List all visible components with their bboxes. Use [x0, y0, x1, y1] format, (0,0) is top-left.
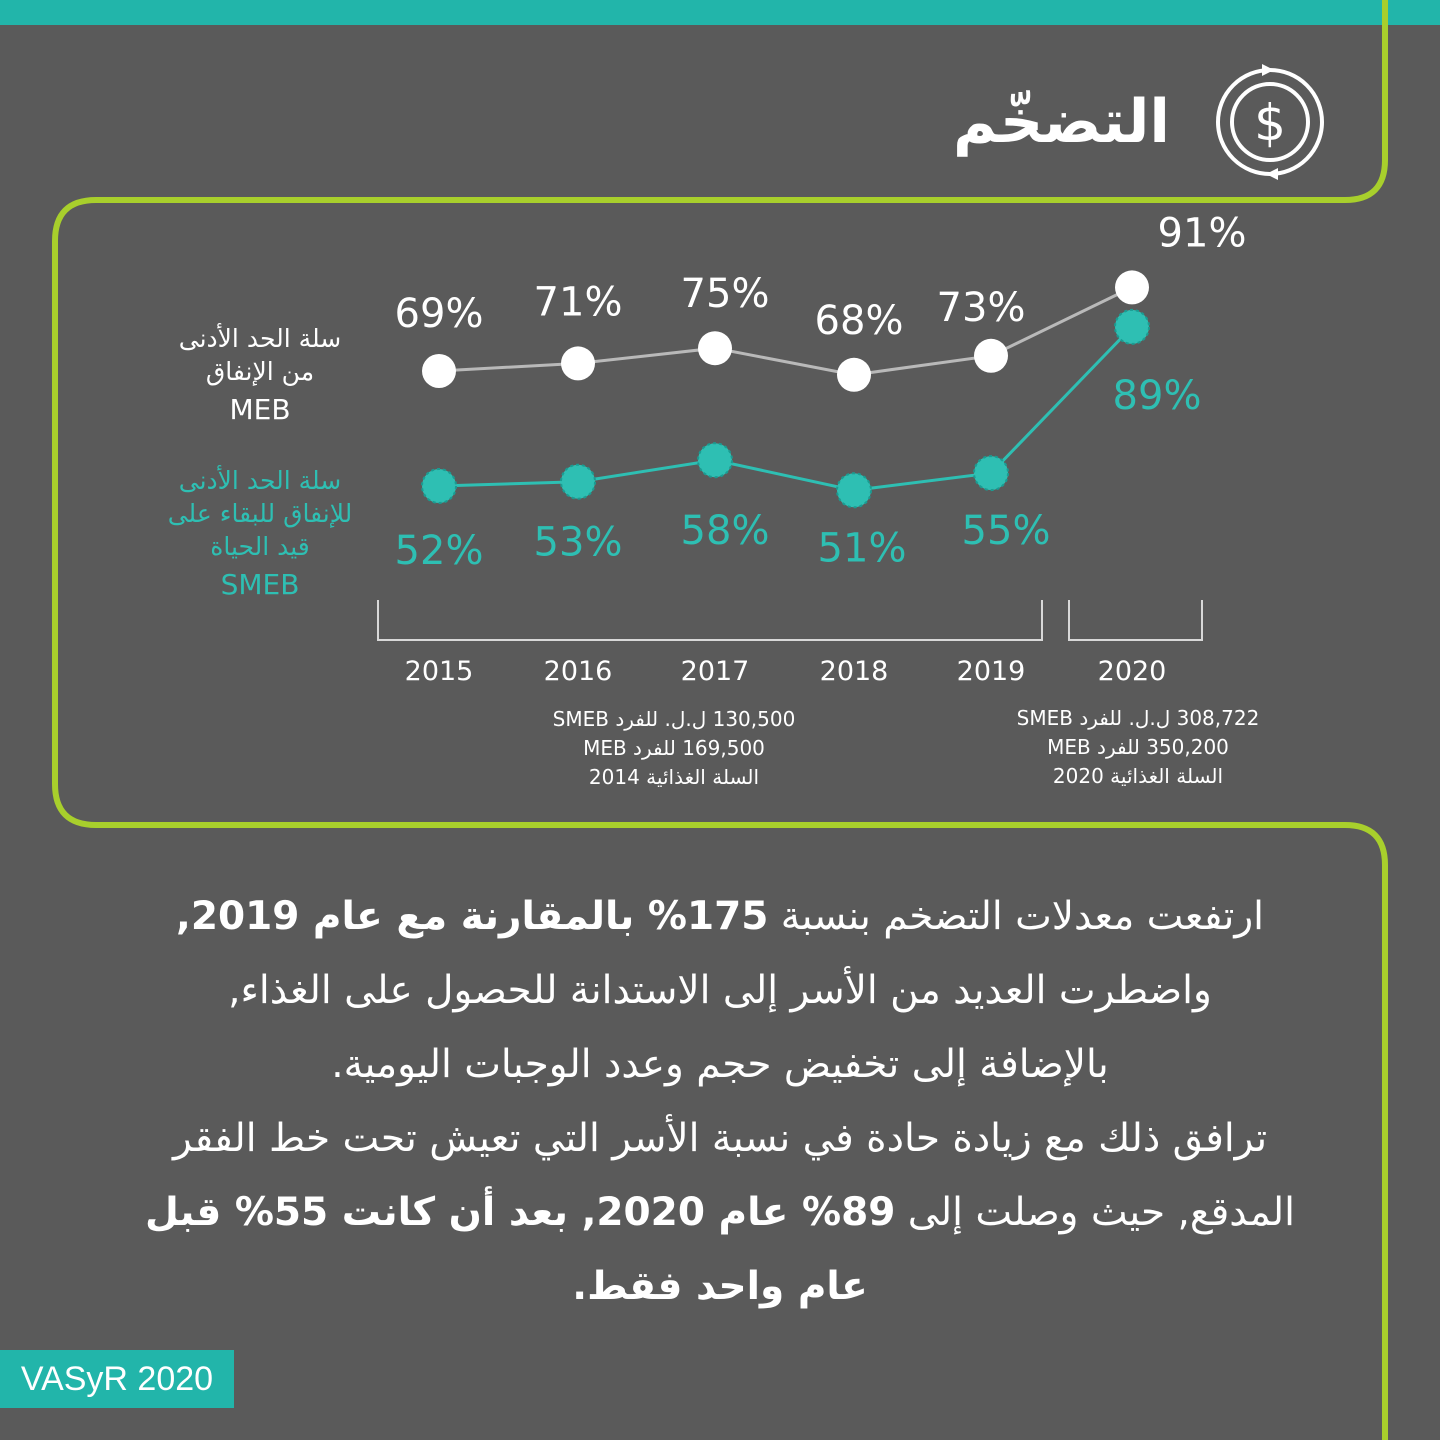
page-title: التضخّم	[952, 87, 1170, 157]
series-line-smeb	[439, 327, 1132, 490]
note-2014-meb: 169,500 للفرد MEB	[583, 736, 765, 760]
body-line-4: ترافق ذلك مع زيادة حادة في نسبة الأسر التي تعيش تحت خط الفقر	[172, 1116, 1268, 1161]
point-meb-2019	[974, 339, 1008, 373]
note-2014-basket: السلة الغذائية 2014	[588, 765, 760, 789]
data-label-meb-2015: 69%	[394, 291, 484, 337]
point-meb-2016	[561, 346, 595, 380]
body-line-5-bold: 89% عام 2020, بعد أن كانت 55% قبل	[144, 1190, 896, 1235]
note-2014-smeb: 130,500 ل.ل. للفرد SMEB	[552, 707, 796, 731]
point-smeb-2016	[561, 465, 595, 499]
point-smeb-2017	[698, 443, 732, 477]
legend-meb-label-2: من الإنفاق	[205, 357, 315, 386]
data-label-meb-2016: 71%	[533, 279, 623, 326]
body-line-5-text: المدقع, حيث وصلت إلى	[895, 1190, 1296, 1235]
legend-meb-label-1: سلة الحد الأدنى	[178, 324, 342, 353]
data-label-smeb-2015: 52%	[394, 528, 484, 574]
point-meb-2020	[1115, 270, 1149, 304]
data-label-smeb-2019: 55%	[961, 508, 1051, 555]
body-line-6	[40, 1250, 1400, 1324]
data-label-smeb-2020: 89%	[1112, 372, 1202, 419]
data-label-smeb-2017: 58%	[680, 508, 770, 555]
legend-smeb-code: SMEB	[220, 568, 300, 601]
note-2020-meb: 350,200 للفرد MEB	[1047, 735, 1229, 759]
point-meb-2015	[422, 354, 456, 388]
description-paragraph	[40, 880, 1400, 1324]
legend-smeb-label-3: قيد الحياة	[210, 532, 310, 561]
basket-note-2014	[504, 705, 844, 792]
basket-note-2020	[968, 704, 1308, 791]
data-label-smeb-2016: 53%	[533, 519, 623, 566]
point-smeb-2015	[422, 469, 456, 503]
data-label-meb-2019: 73%	[936, 284, 1026, 331]
x-tick-label-2020: 2020	[1097, 656, 1167, 687]
x-tick-label-2018: 2018	[819, 656, 889, 687]
x-tick-label-2017: 2017	[680, 656, 750, 687]
point-smeb-2020	[1115, 310, 1149, 344]
bracket-2015-2019	[378, 600, 1042, 640]
note-2020-basket: السلة الغذائية 2020	[1052, 764, 1224, 788]
body-line-5	[40, 1176, 1400, 1250]
note-2020-smeb: 308,722 ل.ل. للفرد SMEB	[1016, 706, 1260, 730]
x-tick-label-2015: 2015	[404, 656, 474, 687]
legend-meb-code: MEB	[229, 393, 291, 426]
x-tick-label-2016: 2016	[543, 656, 613, 687]
data-label-smeb-2018: 51%	[817, 525, 907, 572]
data-label-meb-2018: 68%	[814, 297, 904, 344]
point-smeb-2019	[974, 456, 1008, 490]
legend-smeb-label-2: للإنفاق للبقاء على	[167, 499, 353, 528]
legend-smeb-label-1: سلة الحد الأدنى	[178, 466, 342, 495]
point-meb-2017	[698, 331, 732, 365]
body-line-1-text: ارتفعت معدلات التضخم بنسبة	[768, 894, 1264, 939]
data-label-meb-2020: 91%	[1157, 210, 1247, 257]
data-label-meb-2017: 75%	[680, 271, 770, 318]
point-smeb-2018	[837, 473, 871, 507]
body-line-1	[40, 880, 1400, 954]
body-line-2: واضطرت العديد من الأسر إلى الاستدانة للحصول على الغذاء,	[228, 968, 1212, 1013]
body-line-6-bold: عام واحد فقط.	[572, 1264, 868, 1309]
point-meb-2018	[837, 358, 871, 392]
body-line-3: بالإضافة إلى تخفيض حجم وعدد الوجبات اليومية.	[331, 1042, 1109, 1087]
bracket-2020	[1069, 600, 1202, 640]
x-tick-label-2019: 2019	[956, 656, 1026, 687]
source-badge: VASyR 2020	[0, 1350, 234, 1408]
body-line-1-bold: 175% بالمقارنة مع عام 2019,	[175, 894, 769, 939]
svg-text:$: $	[1254, 94, 1286, 152]
